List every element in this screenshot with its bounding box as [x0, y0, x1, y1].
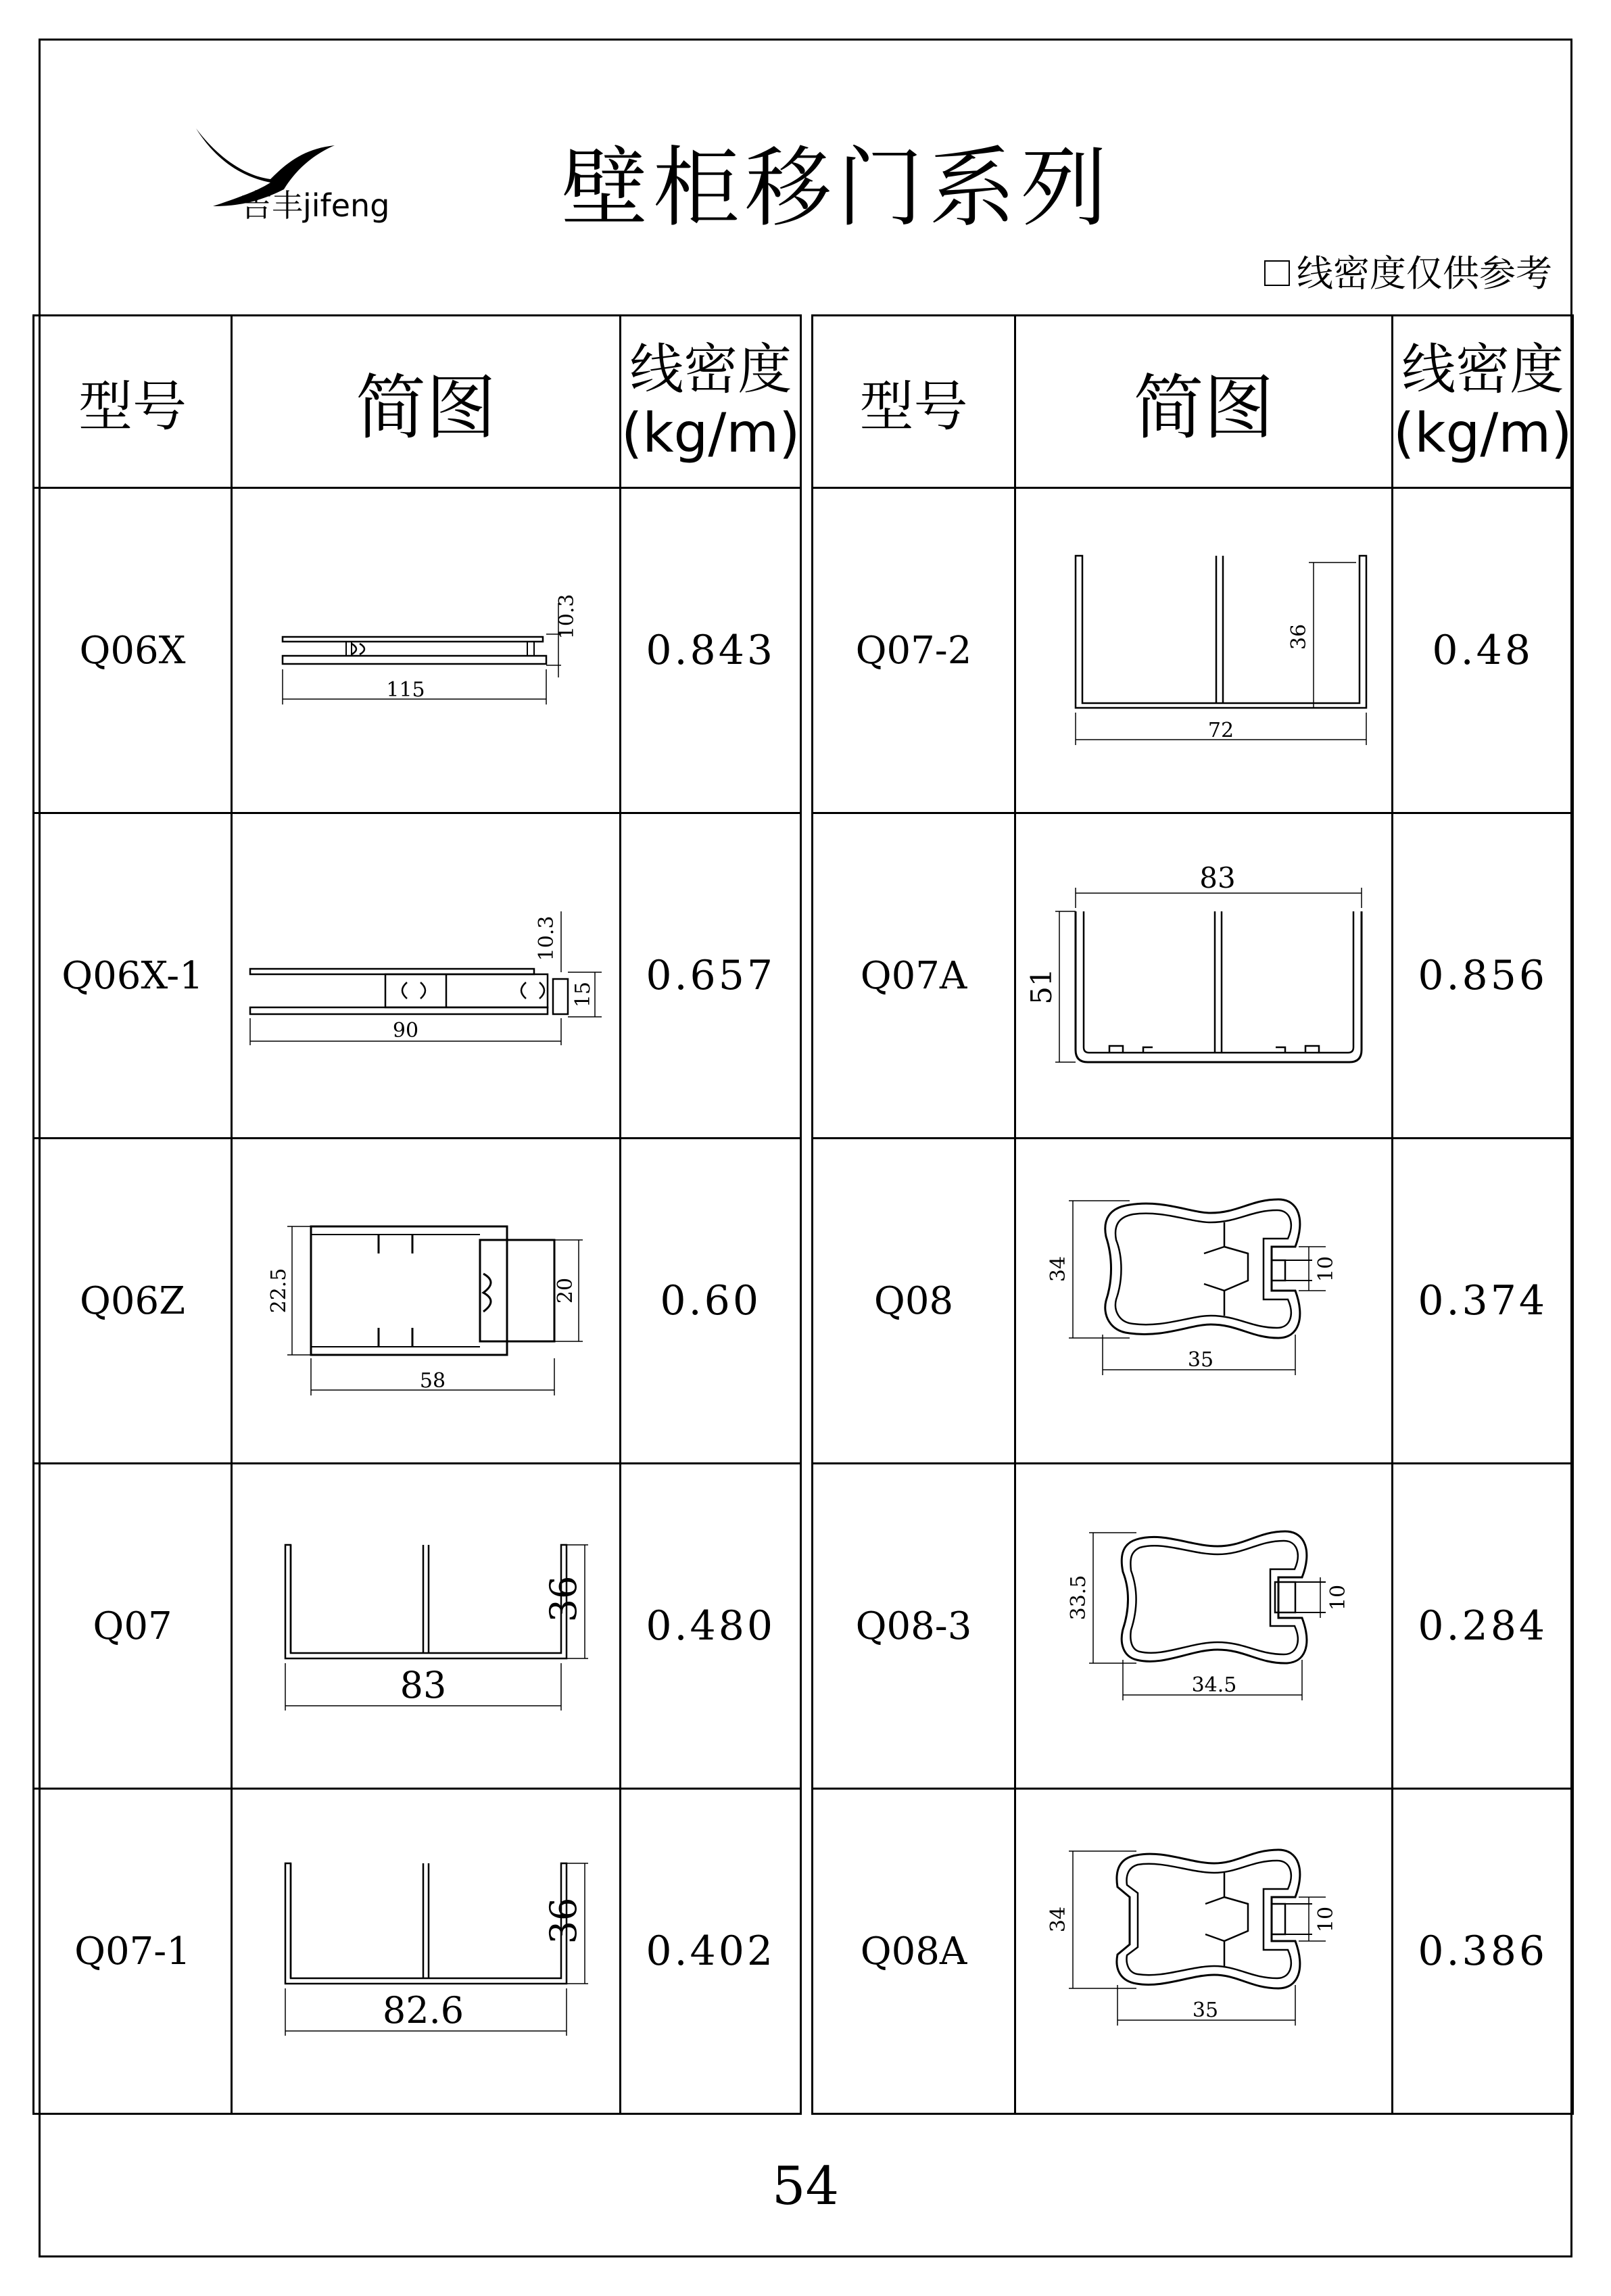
sketch-cell	[1015, 488, 1393, 813]
density-cell: 0.48	[1393, 488, 1573, 813]
table-header-row	[813, 316, 1573, 488]
left-spec-table	[32, 314, 802, 2115]
dim-height: 36	[542, 1575, 585, 1623]
density-cell: 0.480	[621, 1464, 801, 1789]
table-row	[34, 1789, 801, 2114]
profile-drawing-q08	[1028, 1172, 1380, 1429]
dim-width: 34.5	[1191, 1673, 1236, 1697]
dim-top: 10.3	[535, 915, 558, 961]
header-density-label: 线密度	[629, 337, 792, 401]
header-model: 型号	[34, 316, 232, 488]
table-row	[813, 1139, 1573, 1464]
profile-drawing-q07-2	[1035, 529, 1373, 772]
density-cell: 0.843	[621, 488, 801, 813]
dim-height: 33.5	[1066, 1575, 1090, 1621]
profile-drawing-q07-1	[243, 1843, 608, 2059]
table-row	[34, 813, 801, 1139]
dim-width: 35	[1187, 1348, 1213, 1372]
model-cell: Q08	[813, 1139, 1015, 1464]
page-number: 54	[771, 2156, 840, 2217]
right-spec-table	[811, 314, 1574, 2115]
dim-width: 83	[1199, 861, 1236, 894]
density-cell: 0.657	[621, 813, 801, 1139]
dim-width: 35	[1192, 1999, 1218, 2022]
sketch-cell	[232, 1789, 621, 2114]
table-row	[34, 488, 801, 813]
model-cell: Q06X-1	[34, 813, 232, 1139]
dim-width: 115	[386, 678, 425, 702]
profile-drawing-q07	[243, 1518, 608, 1734]
reference-note	[1264, 252, 1552, 295]
model-cell: Q07-1	[34, 1789, 232, 2114]
page-title: 壁柜移门系列	[561, 138, 1113, 239]
dim-height: 36	[1287, 623, 1311, 650]
dim-height: 34	[1046, 1255, 1070, 1283]
header-density-unit: (kg/m)	[1393, 402, 1572, 464]
dim-height: 10.3	[555, 594, 579, 640]
model-cell: Q07-2	[813, 488, 1015, 813]
dim-width: 82.6	[382, 1989, 464, 2032]
profile-drawing-q06z	[250, 1186, 602, 1416]
dim-height: 36	[542, 1897, 585, 1944]
density-cell: 0.60	[621, 1139, 801, 1464]
checkbox-icon	[1264, 260, 1290, 286]
header-density-label: 线密度	[1401, 337, 1564, 401]
header-model: 型号	[813, 316, 1015, 488]
dim-slot: 10	[1326, 1584, 1350, 1611]
header-density-unit: (kg/m)	[621, 402, 800, 464]
sketch-cell	[232, 1139, 621, 1464]
table-row	[813, 488, 1573, 813]
sketch-cell	[1015, 813, 1393, 1139]
density-cell: 0.386	[1393, 1789, 1573, 2114]
header-density	[1393, 316, 1573, 488]
sketch-cell	[1015, 1464, 1393, 1789]
header-density	[621, 316, 801, 488]
brand-name: 吉丰jifeng	[241, 187, 390, 224]
model-cell: Q07	[34, 1464, 232, 1789]
dim-height: 51	[1024, 968, 1058, 1005]
dim-width: 72	[1207, 719, 1234, 742]
reference-note-text: 线密度仅供参考	[1297, 252, 1552, 295]
model-cell: Q08A	[813, 1789, 1015, 2114]
dim-height: 15	[571, 981, 595, 1008]
header-sketch: 简图	[232, 316, 621, 488]
table-row	[813, 813, 1573, 1139]
density-cell: 0.374	[1393, 1139, 1573, 1464]
sketch-cell	[1015, 1139, 1393, 1464]
model-cell: Q07A	[813, 813, 1015, 1139]
dim-height-left: 22.5	[267, 1268, 291, 1314]
profile-drawing-q06x	[270, 549, 581, 752]
density-cell: 0.402	[621, 1789, 801, 2114]
model-cell: Q08-3	[813, 1464, 1015, 1789]
profile-drawing-q06x-1	[243, 864, 608, 1087]
dim-height-right: 20	[554, 1277, 577, 1304]
table-row	[813, 1789, 1573, 2114]
table-row	[34, 1139, 801, 1464]
density-cell: 0.856	[1393, 813, 1573, 1139]
sketch-cell	[232, 1464, 621, 1789]
table-row	[34, 1464, 801, 1789]
dim-width: 90	[392, 1019, 419, 1043]
density-cell: 0.284	[1393, 1464, 1573, 1789]
sketch-cell	[232, 813, 621, 1139]
dim-slot: 10	[1314, 1906, 1338, 1933]
header-sketch: 简图	[1015, 316, 1393, 488]
model-cell: Q06X	[34, 488, 232, 813]
sketch-cell	[1015, 1789, 1393, 2114]
profile-drawing-q08a	[1028, 1823, 1380, 2080]
model-cell: Q06Z	[34, 1139, 232, 1464]
dim-slot: 10	[1314, 1255, 1338, 1283]
table-header-row	[34, 316, 801, 488]
sketch-cell	[232, 488, 621, 813]
profile-drawing-q07a	[1024, 847, 1380, 1104]
profile-drawing-q08-3	[1028, 1498, 1380, 1754]
dim-height: 34	[1046, 1906, 1070, 1933]
table-row	[813, 1464, 1573, 1789]
dim-width: 83	[400, 1664, 447, 1706]
dim-width: 58	[419, 1369, 446, 1393]
